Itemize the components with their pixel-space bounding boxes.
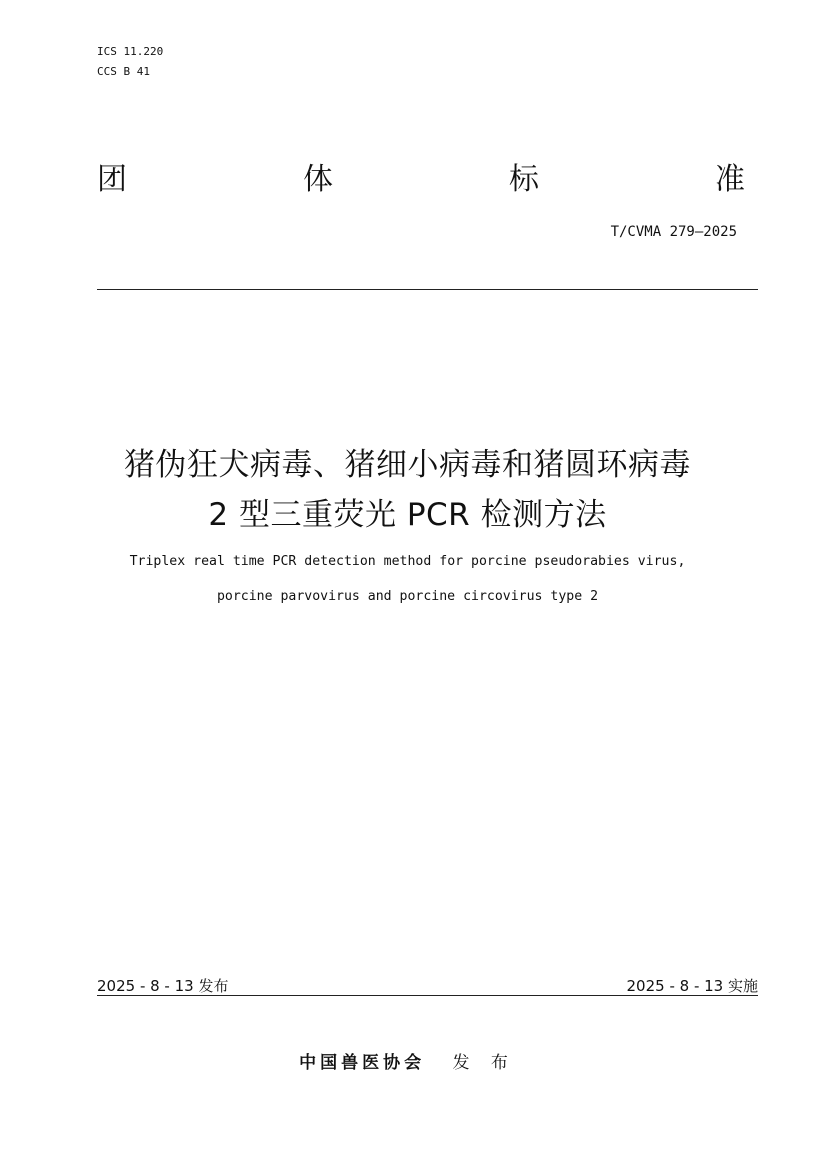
footer-divider: [97, 995, 758, 996]
standard-type-char-3: 标: [509, 162, 539, 197]
chinese-title: [0, 440, 815, 540]
chinese-title-line-2: 2 型三重荧光 PCR 检测方法: [208, 497, 607, 533]
classification-codes: [97, 42, 163, 82]
ccs-code: CCS B 41: [97, 65, 150, 78]
chinese-title-line-1: 猪伪狂犬病毒、猪细小病毒和猪圆环病毒: [124, 447, 691, 483]
english-title-line-1: Triplex real time PCR detection method for porcine pseudorabies virus,: [129, 554, 686, 569]
standard-type-char-1: 团: [97, 162, 127, 197]
english-title: [0, 544, 815, 614]
publisher-action: 发 布: [452, 1053, 516, 1073]
publisher-line: [0, 1048, 815, 1073]
standard-type-heading: [97, 160, 745, 200]
ics-code: ICS 11.220: [97, 45, 164, 58]
standard-number: T/CVMA 279—2025: [610, 224, 737, 240]
english-title-line-2: porcine parvovirus and porcine circovirus type 2: [216, 589, 599, 604]
issue-date: 2025 - 8 - 13 发布: [97, 977, 229, 995]
standard-type-char-2: 体: [303, 162, 333, 197]
header-divider: [97, 289, 758, 290]
publisher-org: 中国兽医协会: [299, 1053, 426, 1073]
standard-type-char-4: 准: [715, 162, 745, 197]
implementation-date: 2025 - 8 - 13 实施: [626, 977, 758, 995]
